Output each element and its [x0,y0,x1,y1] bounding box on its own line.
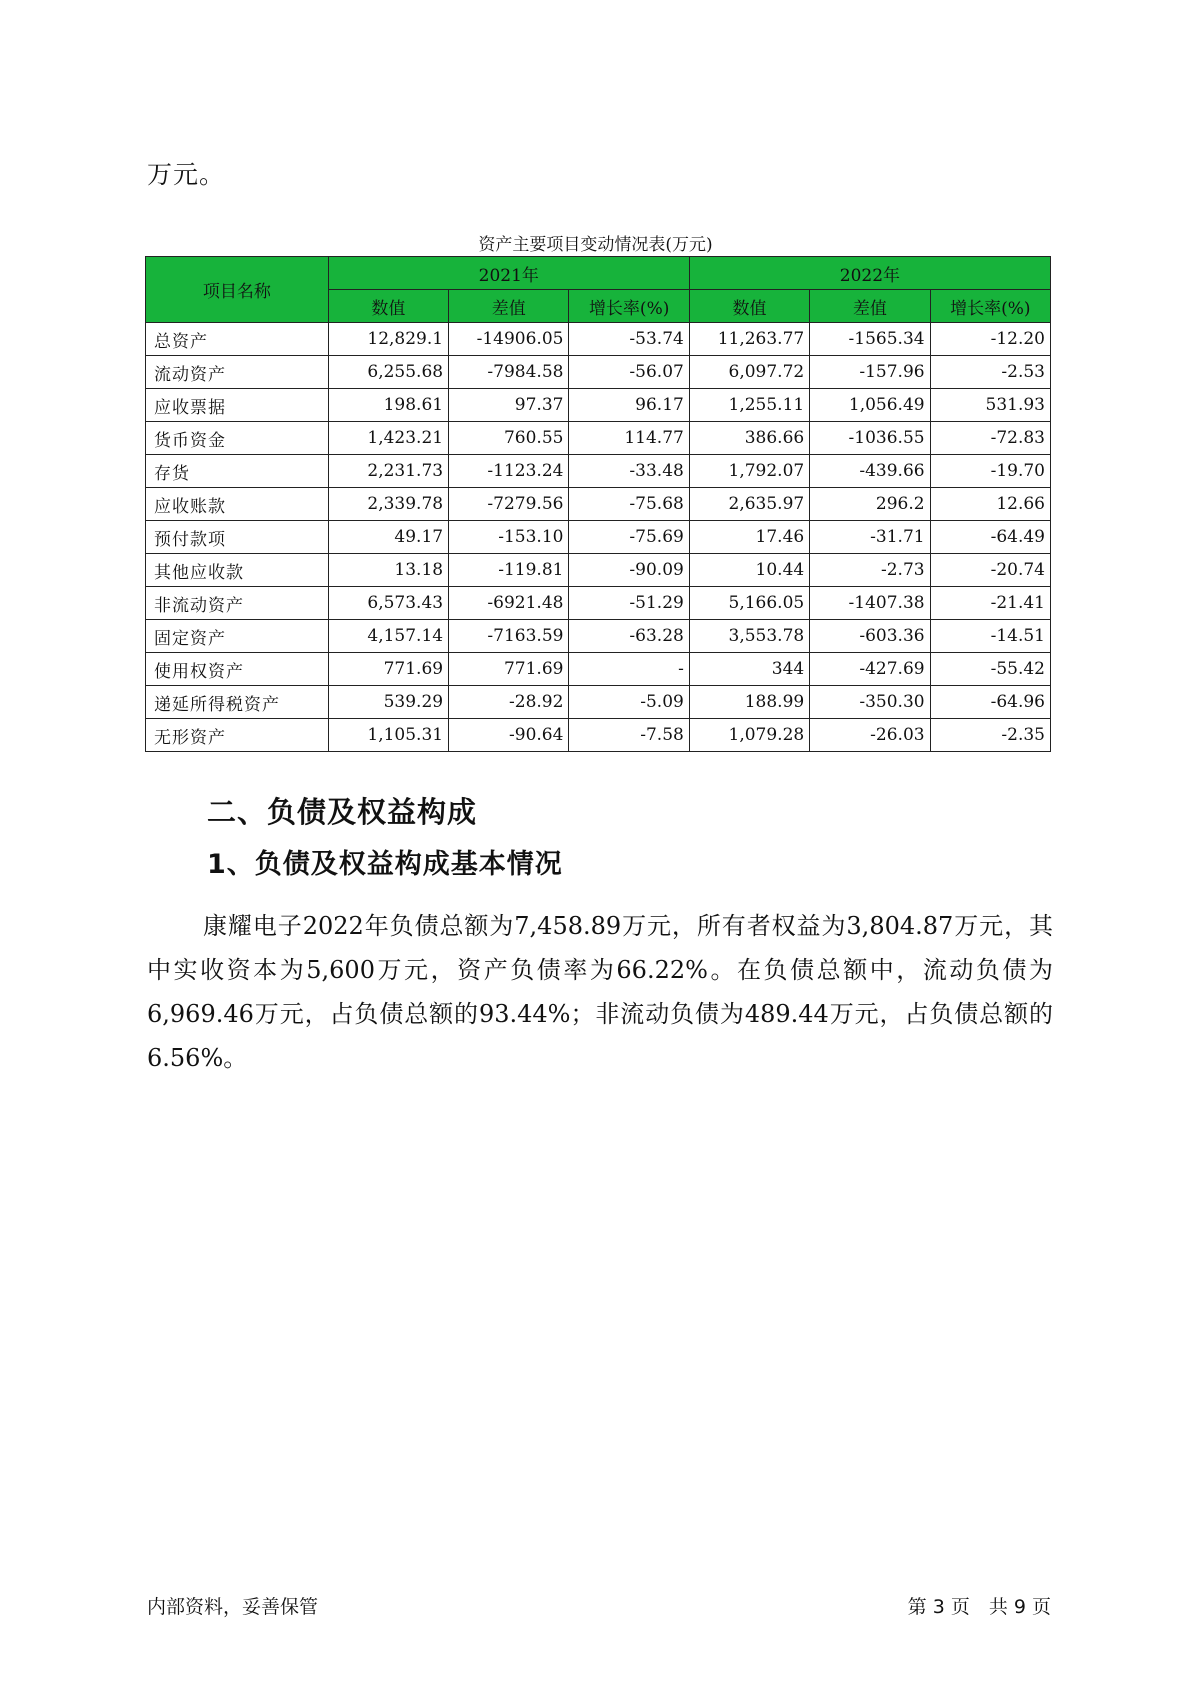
cell-value-2022: 5,166.05 [689,587,809,620]
cell-growth-2022: -72.83 [930,422,1050,455]
cell-diff-2022: -1407.38 [810,587,930,620]
cell-item-name: 总资产 [146,323,329,356]
cell-growth-2022: -64.49 [930,521,1050,554]
cell-growth-2021: -75.69 [569,521,689,554]
table-row [146,488,1051,521]
cell-value-2021: 1,105.31 [328,719,448,752]
header-value-2022: 数值 [689,290,809,323]
table-row [146,521,1051,554]
cell-growth-2022: 12.66 [930,488,1050,521]
cell-value-2021: 198.61 [328,389,448,422]
cell-diff-2021: -153.10 [449,521,569,554]
cell-diff-2021: -14906.05 [449,323,569,356]
cell-item-name: 其他应收款 [146,554,329,587]
footer-confidential-note: 内部资料，妥善保管 [147,1596,319,1618]
cell-item-name: 使用权资产 [146,653,329,686]
cell-value-2022: 188.99 [689,686,809,719]
cell-growth-2022: -2.53 [930,356,1050,389]
cell-growth-2021: -75.68 [569,488,689,521]
cell-diff-2021: -7163.59 [449,620,569,653]
cell-value-2021: 12,829.1 [328,323,448,356]
header-growth-2022: 增长率(%) [930,290,1050,323]
cell-value-2021: 1,423.21 [328,422,448,455]
table-row [146,587,1051,620]
cell-diff-2022: -1036.55 [810,422,930,455]
cell-growth-2021: 114.77 [569,422,689,455]
table-row [146,422,1051,455]
cell-value-2021: 13.18 [328,554,448,587]
table-row [146,389,1051,422]
table-row [146,653,1051,686]
cell-diff-2022: -439.66 [810,455,930,488]
cell-growth-2021: -53.74 [569,323,689,356]
continuation-text: 万元。 [147,160,226,189]
cell-diff-2022: -1565.34 [810,323,930,356]
header-diff-2021: 差值 [449,290,569,323]
cell-item-name: 应收票据 [146,389,329,422]
cell-diff-2021: -119.81 [449,554,569,587]
body-paragraph: 康耀电子2022年负债总额为7,458.89万元，所有者权益为3,804.87万元，其中实收资本为5,600万元，资产负债率为66.22%。在负债总额中，流动负债为6,969.46万元，占负债总额的93.44%；非流动负债为489.44万元，占负债总额的6.56%。 [147,912,1053,1072]
cell-growth-2021: -7.58 [569,719,689,752]
cell-growth-2022: -14.51 [930,620,1050,653]
cell-value-2022: 1,079.28 [689,719,809,752]
subsection-heading: 1、负债及权益构成基本情况 [207,849,563,880]
cell-diff-2022: -2.73 [810,554,930,587]
section-heading: 二、负债及权益构成 [207,795,478,829]
header-growth-2021: 增长率(%) [569,290,689,323]
cell-value-2022: 17.46 [689,521,809,554]
cell-diff-2022: -427.69 [810,653,930,686]
table-row [146,686,1051,719]
cell-value-2021: 4,157.14 [328,620,448,653]
asset-change-table [145,256,1051,752]
table-row [146,323,1051,356]
cell-growth-2022: -64.96 [930,686,1050,719]
cell-growth-2022: -55.42 [930,653,1050,686]
cell-growth-2022: -19.70 [930,455,1050,488]
cell-value-2021: 771.69 [328,653,448,686]
cell-diff-2022: -157.96 [810,356,930,389]
cell-growth-2021: -90.09 [569,554,689,587]
table-row [146,554,1051,587]
table-row [146,719,1051,752]
cell-growth-2022: -20.74 [930,554,1050,587]
cell-diff-2022: -350.30 [810,686,930,719]
table-row [146,620,1051,653]
cell-growth-2021: -5.09 [569,686,689,719]
cell-growth-2021: -63.28 [569,620,689,653]
cell-value-2022: 1,255.11 [689,389,809,422]
cell-item-name: 预付款项 [146,521,329,554]
cell-diff-2021: 771.69 [449,653,569,686]
cell-diff-2021: -28.92 [449,686,569,719]
table-row [146,455,1051,488]
cell-diff-2021: 97.37 [449,389,569,422]
cell-growth-2021: -56.07 [569,356,689,389]
cell-diff-2022: 296.2 [810,488,930,521]
header-year-2021: 2021年 [328,257,689,290]
cell-diff-2022: -26.03 [810,719,930,752]
cell-item-name: 应收账款 [146,488,329,521]
cell-diff-2022: -603.36 [810,620,930,653]
cell-diff-2022: 1,056.49 [810,389,930,422]
cell-value-2022: 6,097.72 [689,356,809,389]
header-diff-2022: 差值 [810,290,930,323]
cell-diff-2021: -6921.48 [449,587,569,620]
cell-item-name: 货币资金 [146,422,329,455]
cell-value-2022: 3,553.78 [689,620,809,653]
cell-growth-2022: -2.35 [930,719,1050,752]
cell-value-2021: 49.17 [328,521,448,554]
table-row [146,356,1051,389]
cell-growth-2021: -51.29 [569,587,689,620]
cell-value-2021: 2,339.78 [328,488,448,521]
cell-diff-2021: -7279.56 [449,488,569,521]
cell-diff-2022: -31.71 [810,521,930,554]
cell-growth-2022: -12.20 [930,323,1050,356]
header-value-2021: 数值 [328,290,448,323]
cell-item-name: 固定资产 [146,620,329,653]
cell-value-2022: 10.44 [689,554,809,587]
cell-value-2022: 344 [689,653,809,686]
cell-growth-2021: 96.17 [569,389,689,422]
cell-diff-2021: -1123.24 [449,455,569,488]
cell-growth-2021: - [569,653,689,686]
cell-item-name: 无形资产 [146,719,329,752]
header-year-2022: 2022年 [689,257,1050,290]
cell-item-name: 流动资产 [146,356,329,389]
cell-value-2021: 2,231.73 [328,455,448,488]
cell-diff-2021: -90.64 [449,719,569,752]
table-caption: 资产主要项目变动情况表(万元) [478,235,713,255]
cell-diff-2021: 760.55 [449,422,569,455]
cell-value-2022: 386.66 [689,422,809,455]
cell-value-2022: 1,792.07 [689,455,809,488]
cell-value-2021: 539.29 [328,686,448,719]
cell-value-2022: 2,635.97 [689,488,809,521]
cell-item-name: 非流动资产 [146,587,329,620]
cell-item-name: 存货 [146,455,329,488]
cell-value-2022: 11,263.77 [689,323,809,356]
cell-value-2021: 6,255.68 [328,356,448,389]
cell-diff-2021: -7984.58 [449,356,569,389]
footer-page-number: 第 3 页 共 9 页 [907,1596,1051,1618]
cell-growth-2022: 531.93 [930,389,1050,422]
cell-growth-2022: -21.41 [930,587,1050,620]
cell-value-2021: 6,573.43 [328,587,448,620]
cell-growth-2021: -33.48 [569,455,689,488]
header-item-name: 项目名称 [146,257,329,323]
cell-item-name: 递延所得税资产 [146,686,329,719]
